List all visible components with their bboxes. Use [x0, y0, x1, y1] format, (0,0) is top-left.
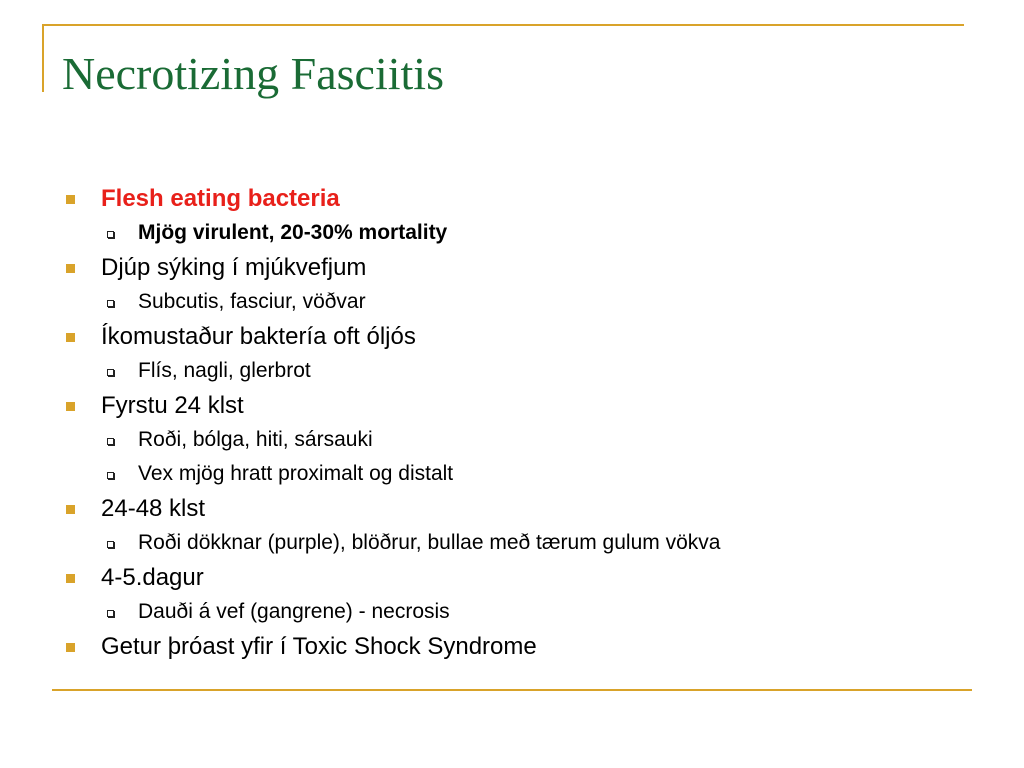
sub-bullet-text: Mjög virulent, 20-30% mortality — [138, 221, 448, 244]
square-bullet-icon — [66, 264, 75, 273]
bullet-item — [62, 181, 1002, 216]
sub-bullet-item — [62, 216, 1002, 250]
square-bullet-icon — [66, 402, 75, 411]
square-bullet-icon — [66, 643, 75, 652]
bullet-text: Getur þróast yfir í Toxic Shock Syndrome — [101, 633, 537, 660]
hollow-square-bullet-icon — [107, 369, 114, 376]
bullet-text: 24-48 klst — [101, 495, 206, 522]
bullet-text: 4-5.dagur — [101, 564, 204, 591]
hollow-square-bullet-icon — [107, 472, 114, 479]
left-accent-line — [42, 24, 44, 92]
bullet-item — [62, 560, 1002, 595]
square-bullet-icon — [66, 574, 75, 583]
sub-bullet-item — [62, 595, 1002, 629]
bullet-text: Flesh eating bacteria — [101, 185, 340, 212]
sub-bullet-item — [62, 285, 1002, 319]
slide-title: Necrotizing Fasciitis — [62, 48, 444, 99]
sub-bullet-item — [62, 423, 1002, 457]
bullet-item — [62, 250, 1002, 285]
sub-bullet-text: Flís, nagli, glerbrot — [138, 359, 311, 382]
sub-bullet-item — [62, 354, 1002, 388]
bullet-text: Íkomustaður baktería oft óljós — [101, 323, 416, 350]
hollow-square-bullet-icon — [107, 610, 114, 617]
bullet-text: Djúp sýking í mjúkvefjum — [101, 254, 367, 281]
bullet-item — [62, 319, 1002, 354]
bullet-item — [62, 629, 1002, 664]
sub-bullet-item — [62, 526, 1002, 560]
bullet-item — [62, 388, 1002, 423]
square-bullet-icon — [66, 195, 75, 204]
top-accent-line — [42, 24, 964, 26]
hollow-square-bullet-icon — [107, 541, 114, 548]
sub-bullet-text: Roði, bólga, hiti, sársauki — [138, 428, 373, 451]
bottom-accent-line — [52, 689, 972, 691]
sub-bullet-text: Subcutis, fasciur, vöðvar — [138, 290, 366, 313]
sub-bullet-item — [62, 457, 1002, 491]
hollow-square-bullet-icon — [107, 438, 114, 445]
square-bullet-icon — [66, 505, 75, 514]
sub-bullet-text: Dauði á vef (gangrene) - necrosis — [138, 600, 450, 623]
hollow-square-bullet-icon — [107, 300, 114, 307]
sub-bullet-text: Vex mjög hratt proximalt og distalt — [138, 462, 454, 485]
bullet-list — [62, 181, 1002, 664]
hollow-square-bullet-icon — [107, 231, 114, 238]
sub-bullet-text: Roði dökknar (purple), blöðrur, bullae með tærum gulum vökva — [138, 531, 721, 554]
square-bullet-icon — [66, 333, 75, 342]
bullet-item — [62, 491, 1002, 526]
bullet-text: Fyrstu 24 klst — [101, 392, 244, 419]
